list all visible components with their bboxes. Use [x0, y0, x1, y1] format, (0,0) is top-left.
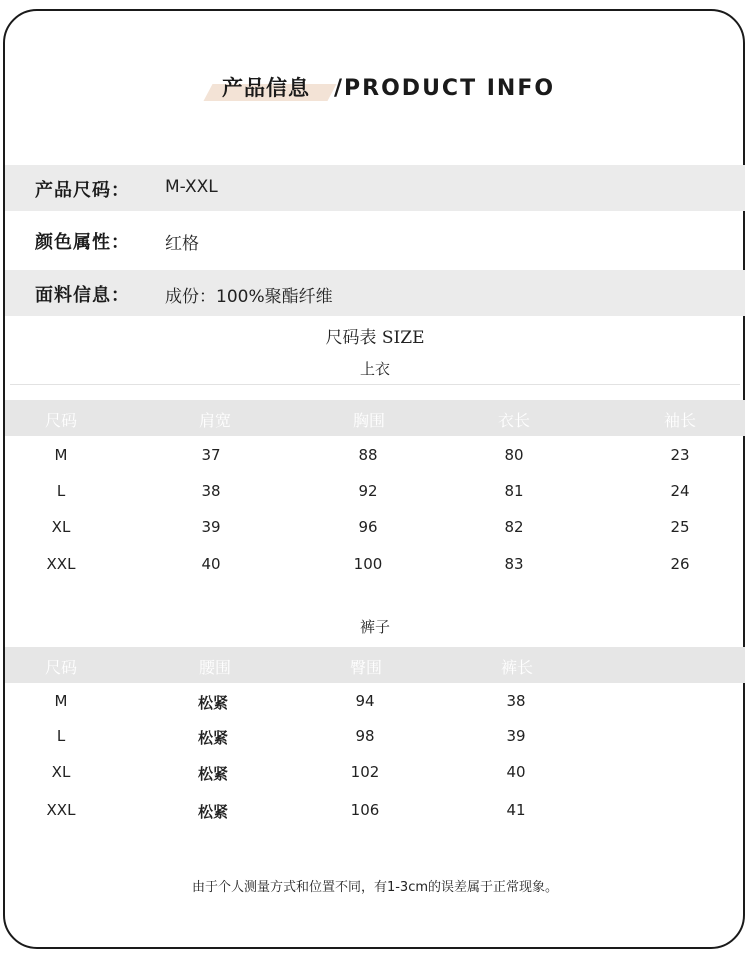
column-header: 臀围: [349, 658, 382, 677]
table-row: [0, 719, 750, 755]
table-row: [0, 438, 750, 474]
column-header: 尺码: [44, 411, 77, 430]
column-header: 衣长: [497, 411, 530, 430]
table-cell: L: [56, 727, 66, 745]
header-title-cn: 产品信息: [222, 76, 310, 100]
info-value: 红格: [165, 234, 199, 254]
table-row: [0, 510, 750, 546]
info-label: 面料信息：: [35, 285, 130, 306]
table-cell: XXL: [46, 801, 76, 819]
info-row-fabric: [5, 270, 745, 316]
table-cell: XL: [51, 518, 71, 536]
table-cell: 81: [504, 482, 524, 500]
table-row: [0, 684, 750, 720]
table-cell: 24: [670, 482, 690, 500]
table-cell: M: [54, 446, 68, 464]
table-cell: 39: [506, 727, 526, 745]
column-header: 胸围: [352, 411, 385, 430]
table-row: [0, 547, 750, 583]
table-cell: 94: [355, 692, 375, 710]
divider: [10, 384, 740, 385]
table-cell: 23: [670, 446, 690, 464]
pants-table-header: [5, 647, 745, 683]
table-cell: 83: [504, 555, 524, 573]
table-cell: 25: [670, 518, 690, 536]
column-header: 尺码: [44, 658, 77, 677]
table-cell: 松紧: [197, 694, 228, 712]
info-value: M-XXL: [165, 177, 218, 197]
header-title-en: /PRODUCT INFO: [334, 76, 556, 101]
info-row-size: [5, 165, 745, 211]
table-cell: M: [54, 692, 68, 710]
table-cell: 41: [506, 801, 526, 819]
measurement-footnote: 由于个人测量方式和位置不同，有1-3cm的误差属于正常现象。: [191, 880, 559, 895]
table-cell: 37: [201, 446, 221, 464]
table-cell: XL: [51, 763, 71, 781]
table-cell: 92: [358, 482, 378, 500]
table-cell: 26: [670, 555, 690, 573]
section-header: [0, 72, 750, 112]
table-cell: 88: [358, 446, 378, 464]
table-cell: 40: [506, 763, 526, 781]
table-cell: 80: [504, 446, 524, 464]
top-table-header: [5, 400, 745, 436]
table-cell: 96: [358, 518, 378, 536]
pants-section-title: 裤子: [359, 618, 390, 636]
table-cell: 106: [350, 801, 380, 819]
info-value: 成份：100%聚酯纤维: [165, 287, 333, 307]
table-row: [0, 474, 750, 510]
table-cell: 松紧: [197, 729, 228, 747]
table-cell: XXL: [46, 555, 76, 573]
info-row-color: [5, 217, 745, 263]
info-label: 产品尺码：: [35, 180, 130, 201]
table-cell: 39: [201, 518, 221, 536]
table-row: [0, 755, 750, 791]
top-section-title: 上衣: [359, 360, 390, 378]
column-header: 肩宽: [198, 411, 231, 430]
column-header: 袖长: [663, 411, 696, 430]
table-cell: 102: [350, 763, 380, 781]
table-cell: L: [56, 482, 66, 500]
info-label: 颜色属性：: [35, 232, 130, 253]
table-cell: 98: [355, 727, 375, 745]
column-header: 腰围: [198, 658, 231, 677]
table-cell: 40: [201, 555, 221, 573]
table-cell: 松紧: [197, 765, 228, 783]
table-cell: 38: [506, 692, 526, 710]
table-cell: 82: [504, 518, 524, 536]
size-chart-title: 尺码表 SIZE: [325, 328, 425, 348]
table-cell: 松紧: [197, 803, 228, 821]
table-cell: 100: [353, 555, 383, 573]
table-cell: 38: [201, 482, 221, 500]
table-row: [0, 793, 750, 829]
column-header: 裤长: [500, 658, 533, 677]
